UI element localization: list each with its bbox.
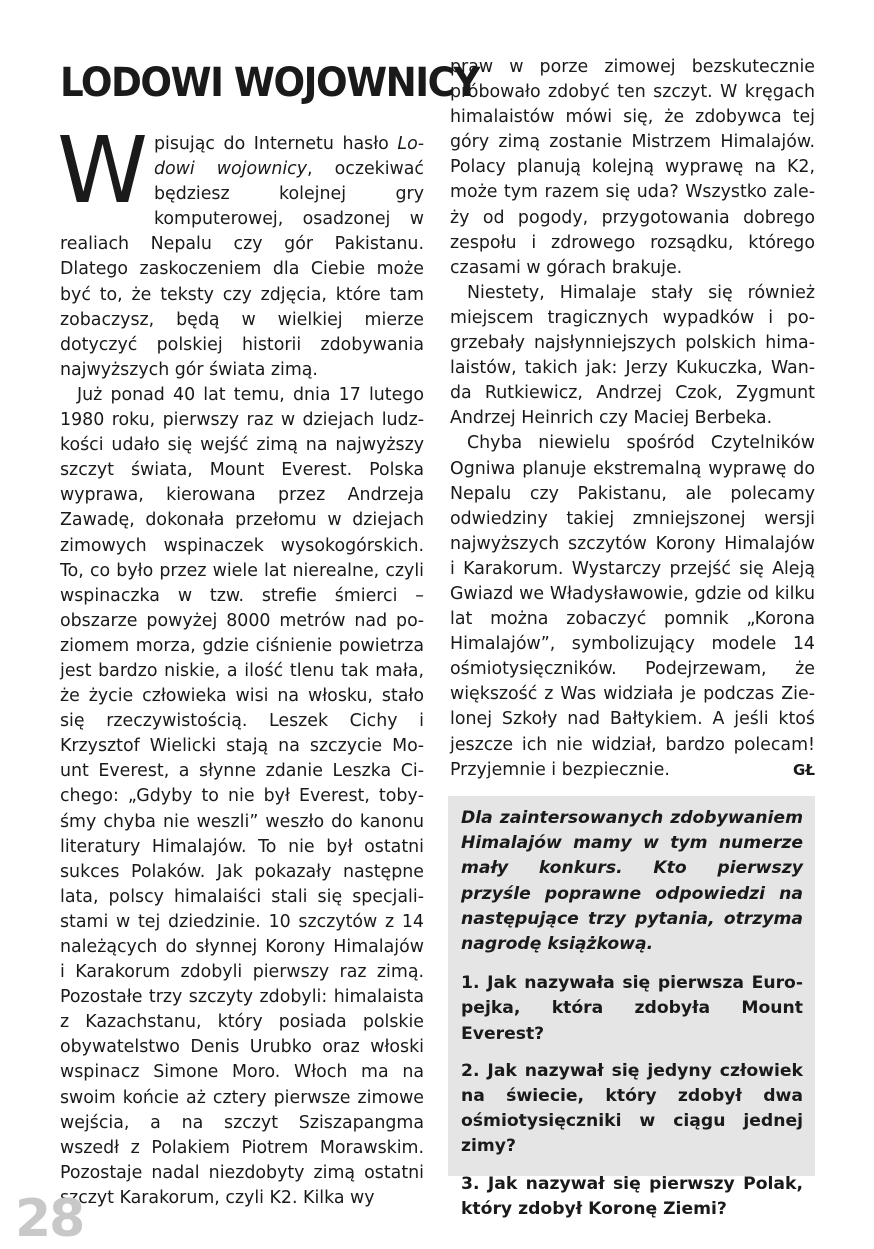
contest-question-1: 1. Jak nazywała się pierwsza Europejka, która zdobyła Mount Everest? bbox=[461, 973, 803, 1044]
article-title: LODOWI WOJOWNICY bbox=[60, 60, 479, 106]
body-paragraph-tragedies: Niestety, Himalaje stały się również miejscem tragicznych wypadków i pogrzebały najsłynniejszych polskich himalaistów, takich jak: Jerzy Kukuczka, Wanda Rutkiewicz, Andrzej Czok, Zygmunt Andrzej Heinrich czy Maciej Berbeka. bbox=[450, 282, 815, 429]
body-paragraph-everest: Już ponad 40 lat temu, dnia 17 lutego 1980 roku, pierwszy raz w dziejach ludzkości udało się wejść zimą na najwyższy szczyt świata, Mount Everest. Polska wyprawa, kierowana przez Andrzeja Zawadę, dokonała przełomu w dziejach zimowych wspinaczek wysokogórskich. To, co było przez wiele lat nierealne, czyli wspinaczka w tzw. strefie śmierci – obszarze powyżej 8000 metrów nad poziomem morza, gdzie ciśnienie powietrza jest bardzo niskie, a ilość tlenu tak mała, że życie człowieka wisi na włosku, stało się rzeczywistością. Leszek Cichy i Krzysztof Wielicki stają na szczycie Mount Everest, a słynne zdanie Leszka Cichego: „Gdyby to nie był Everest, tobyśmy chyba nie weszli” weszło do kanonu literatury Himalajów. To nie był ostatni sukces Polaków. Jak pokazały następne lata, polscy himalaiści stali się specjalistami w tej dziedzinie. 10 szczytów z 14 należących do słynnej Korony Himalajów i Karakorum zdobyli pierwszy raz zimą. Pozostałe trzy szczyty zdobyli: himalaista z Kazachstanu, który posiada polskie obywatelstwo Denis Urubko oraz włoski wspinacz Simone Moro. Włoch ma na swoim końcie aż cztery pierwsze zimowe wejścia, a na szczyt Sziszapangma wszedł z Polakiem Piotrem Morawskim. Pozostaje nadal niezdobyty zimą ostatni szczyt Karakorum, czyli K2. Kilka wy bbox=[60, 384, 424, 1208]
intro-italic-phrase: Lodowi wojownicy bbox=[153, 134, 424, 180]
intro-text-start: pisując do Internetu hasło bbox=[153, 134, 398, 154]
monument-text: Chyba niewielu spośród Czytelników Ogniwa planuje ekstremalną wyprawę do Nepalu czy Pakistanu, ale polecamy odwiedziny takiej zmniejszonej wersji najwyższych szczytów Korony Himalajów i Karakorum. Wystarczy przejść się Aleją Gwiazd we Władysławowie, gdzie od kilku lat można zobaczyć pomnik „Korona Himalajów”, symbolizujący modele 14 ośmiotysięczników. Podejrzewam, że większość z Was widziała je podczas Zielonej Szkoły nad Bałtykiem. A jeśli ktoś jeszcze ich nie widział, bardzo polecam! Przyjemnie i bezpiecznie. bbox=[450, 433, 815, 780]
contest-intro: Dla zaintersowanych zdobywaniem Himalajów mamy w tym numerze mały konkurs. Kto pierwszy przyśle poprawne odpowiedzi na następujące trzy pytania, otrzyma nagrodę książkową. bbox=[461, 808, 803, 955]
right-column bbox=[450, 55, 815, 783]
intro-text-end: , oczekiwać będziesz kolejnej gry komputerowej, osadzonej w realiach Nepalu czy gór Pakistanu. Dlatego zaskoczeniem dla Ciebie może być to, że teksty czy zdjęcia, które tam zobaczysz, będą w wielkiej mierze dotyczyć polskiej historii zdobywania najwyższych gór świata zimą. bbox=[60, 159, 424, 380]
contest-box bbox=[448, 796, 815, 1219]
intro-paragraph bbox=[57, 117, 424, 383]
contest-question-2: 2. Jak nazywał się jedyny człowiek na świecie, który zdobył dwa ośmiotysięczniki w ciągu jednej zimy? bbox=[461, 1060, 803, 1157]
left-column bbox=[57, 58, 479, 1211]
drop-cap: W bbox=[57, 117, 148, 224]
page-number: 28 bbox=[15, 1189, 84, 1249]
body-paragraph-monument bbox=[450, 431, 815, 782]
body-paragraph-k2: praw w porze zimowej bezskutecznie próbowało zdobyć ten szczyt. W kręgach himalaistów mówi się, że zdobywca tej góry zimą zostanie Mistrzem Himalajów. Polacy planują kolejną wyprawę na K2, może tym razem się uda? Wszystko zależy od pogody, przygotowania dobrego zespołu i zdrowego rozsądku, którego czasami w górach brakuje. bbox=[450, 57, 815, 278]
contest-question-3: 3. Jak nazywał się pierwszy Polak, który zdobył Koronę Ziemi? bbox=[461, 1173, 803, 1219]
author-signature: GŁ bbox=[793, 760, 815, 779]
